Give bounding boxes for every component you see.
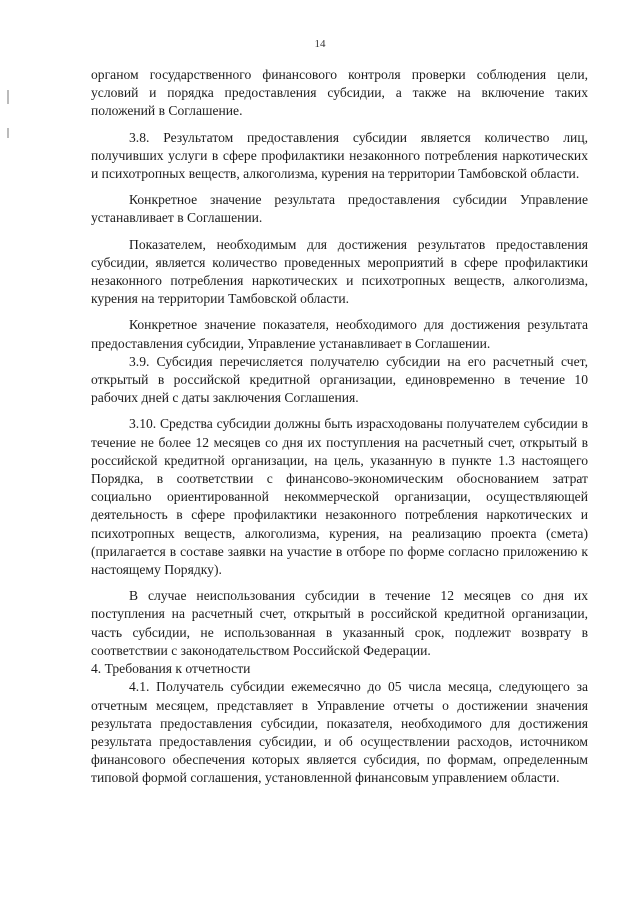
paragraph-indicator: Показателем, необходимым для достижения результатов предоставления субсидии, является количество проведенных мероприятий в сфере профилактики незаконного потребления наркотических и психотропных веществ, алкоголизма, курения на территории Тамбовской области. — [91, 236, 588, 307]
paragraph-3-8: 3.8. Результатом предоставления субсидии является количество лиц, получивших услуги в сфере профилактики незаконного потребления наркотических и психотропных веществ, алкоголизма, курения на территории Тамбовской области. — [91, 129, 588, 182]
paragraph-continuation: органом государственного финансового контроля проверки соблюдения цели, условий и порядка предоставления субсидии, а также на включение таких положений в Соглашение. — [91, 67, 588, 119]
paragraph-3-10: 3.10. Средства субсидии должны быть израсходованы получателем субсидии в течение не более 12 месяцев со дня их поступления на расчетный счет, открытый в российской кредитной организации, на цель, указанную в пункте 1.3 настоящего Порядка, в соответствии с финансово-экономическим обоснованием затрат социально ориентированной некоммерческой организации, осуществляющей деятельность в сфере профилактики незаконного потребления наркотических и психотропных веществ, алкоголизма, курения, на реализацию проекта (смета) (прилагается в составе заявки на участие в отборе по форме согласно приложению к настоящему Порядку). — [91, 416, 588, 578]
section-heading: 4. Требования к отчетности — [91, 661, 251, 677]
paragraph-result-value: Конкретное значение результата предоставления субсидии Управление устанавливает в Соглашении. — [91, 192, 588, 226]
scan-margin-mark — [7, 90, 9, 104]
document-body — [91, 66, 588, 788]
scan-margin-mark — [7, 128, 9, 138]
paragraph-4-1: 4.1. Получатель субсидии ежемесячно до 05 числа месяца, следующего за отчетным месяцем, представляет в Управление отчеты о достижении значения результата предоставления субсидии, показателя, необходимого для достижения результата предоставления субсидии, и об осуществлении расходов, источником финансового обеспечения которых является субсидия, по формам, определенным типовой формой соглашения, установленной финансовым управлением области. — [91, 679, 588, 786]
paragraph-indicator-value: Конкретное значение показателя, необходимого для достижения результата предоставления субсидии, Управление устанавливает в Соглашении. — [91, 317, 588, 351]
paragraph-3-9: 3.9. Субсидия перечисляется получателю субсидии на его расчетный счет, открытый в российской кредитной организации, единовременно в течение 10 рабочих дней с даты заключения Соглашения. — [91, 353, 588, 406]
page-number: 14 — [314, 38, 326, 50]
paragraph-unused-subsidy: В случае неиспользования субсидии в течение 12 месяцев со дня их поступления на расчетный счет, открытый в российской кредитной организации, часть субсидии, не использованная в указанный срок, подлежит возврату в соответствии с законодательством Российской Федерации. — [91, 588, 588, 658]
